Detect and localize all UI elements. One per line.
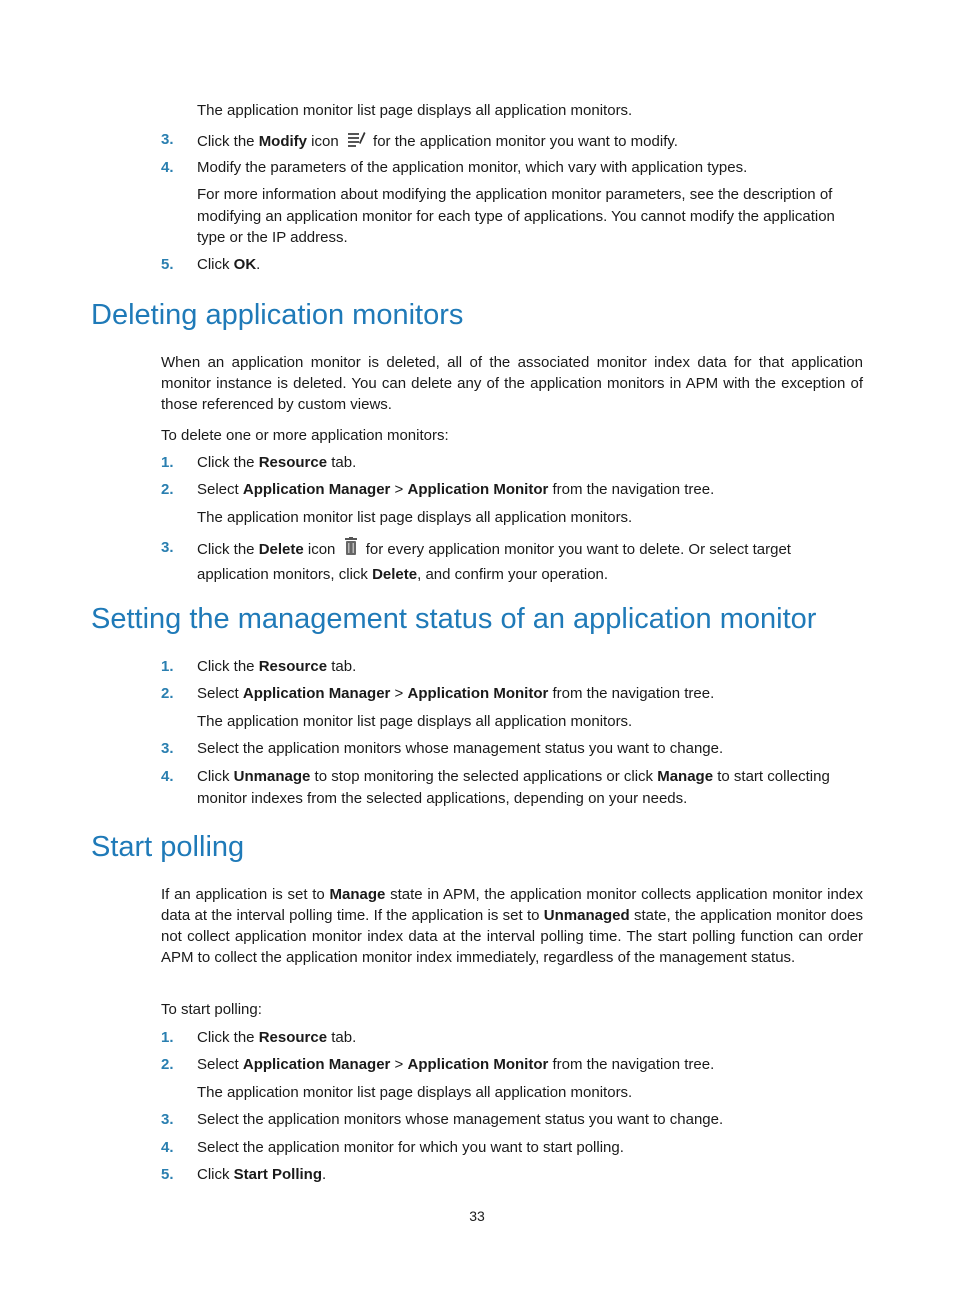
delete-description: When an application monitor is deleted, all of the associated monitor index data for that application monitor instance is deleted. You can delete any of the application monitors in APM with the exception of those referenced by custom views. [161,354,863,413]
delete-lead: To delete one or more application monitors: [161,427,449,444]
step-number: 1. [161,658,174,675]
step-number: 1. [161,1029,174,1046]
section-heading-polling: Start polling [91,831,245,863]
trash-icon [343,537,359,564]
manage-list-note: The application monitor list page displays all application monitors. [197,713,633,730]
polling-description: If an application is set to Manage state in APM, the application monitor collects application monitor index data at the interval polling time. If the application is set to Unmanaged state, the application monitor does not collect application monitor index data at the interval polling time. The start polling function can order APM to collect the application monitor index immediately, regardless of the management status. [161,886,863,966]
section-heading-manage: Setting the management status of an application monitor [91,603,817,635]
polling-lead: To start polling: [161,1001,262,1018]
list-page-note: The application monitor list page displays all application monitors. [197,102,633,119]
polling-list-note: The application monitor list page displays all application monitors. [197,1084,633,1101]
modify-icon [346,129,366,156]
step-number: 2. [161,481,174,498]
step-number: 4. [161,768,174,785]
modify-note: For more information about modifying the application monitor parameters, see the description of modifying an application monitor for each type of applications. You cannot modify the application type or the IP address. [197,186,835,246]
step-number: 4. [161,1139,174,1156]
step-number: 2. [161,685,174,702]
step-number: 3. [161,1111,174,1128]
step-number: 4. [161,159,174,176]
section-heading-delete: Deleting application monitors [91,299,464,331]
page-number: 33 [469,1208,485,1224]
step-number: 3. [161,539,174,556]
step-number: 5. [161,1166,174,1183]
step-number: 5. [161,256,174,273]
step-number: 3. [161,131,174,148]
step-number: 2. [161,1056,174,1073]
step-number: 3. [161,740,174,757]
delete-list-note: The application monitor list page displays all application monitors. [197,509,633,526]
step-number: 1. [161,454,174,471]
